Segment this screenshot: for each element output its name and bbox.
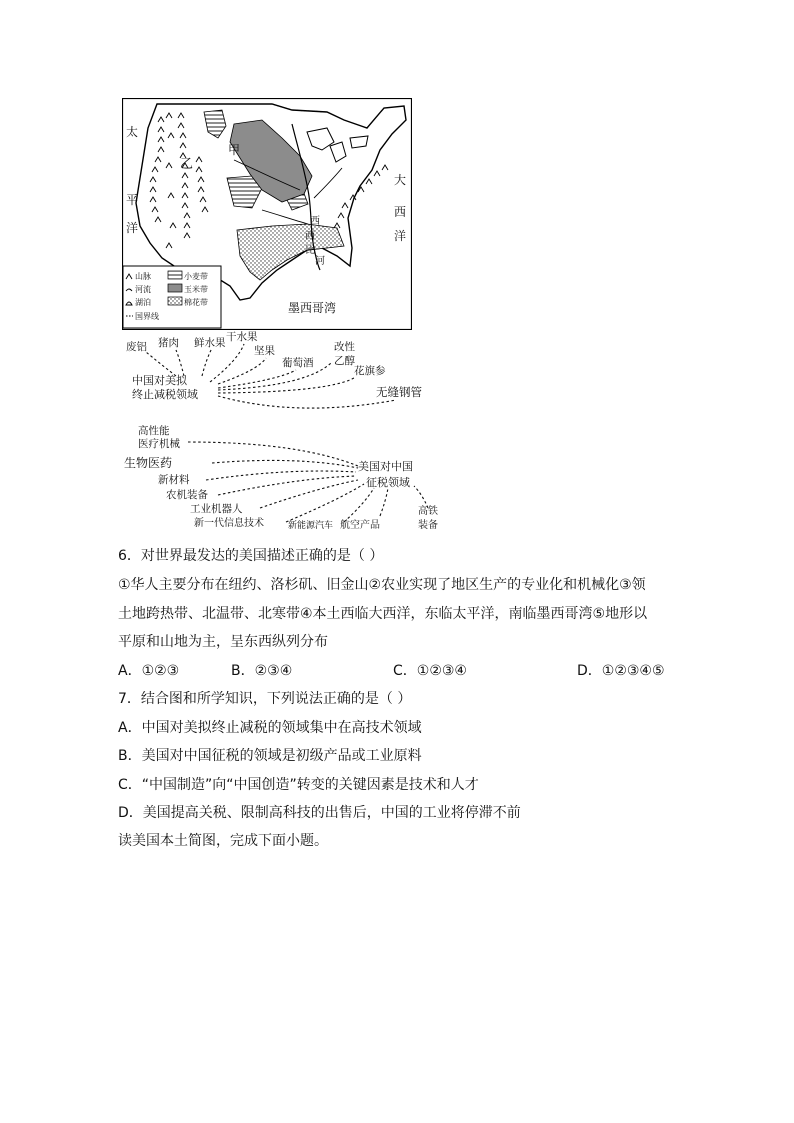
legend-wheat: 小麦带 — [184, 272, 208, 281]
d1-item-modified: 改性 — [334, 341, 355, 353]
d1-item-ethanol: 乙醇 — [334, 355, 355, 367]
d2-item-agri: 农机装备 — [166, 489, 208, 501]
d2-item-materials: 新材料 — [158, 474, 190, 486]
d2-item-perf: 高性能 — [138, 425, 170, 437]
d1-center-line1: 中国对美拟 — [132, 374, 187, 387]
label-atlantic-3: 洋 — [394, 229, 407, 243]
q7-option-d[interactable]: D．美国提高关税、限制高科技的出售后，中国的工业将停滞不前 — [118, 805, 521, 821]
us-map-figure — [122, 98, 412, 330]
d1-item-aluminum: 废铝 — [126, 341, 147, 353]
q6-statement-line3: 平原和山地为主，呈东西纵列分布 — [118, 634, 328, 650]
d1-item-ginseng: 花旗参 — [354, 365, 386, 377]
label-yi: 乙 — [180, 157, 194, 172]
label-jia: 甲 — [228, 143, 241, 157]
q6-option-c[interactable]: C．①②③④ — [393, 663, 467, 679]
trade-diagram — [118, 330, 448, 540]
legend-border: 国界线 — [135, 312, 159, 321]
label-pacific-3: 洋 — [126, 221, 139, 235]
q6-stem: 6．对世界最发达的美国描述正确的是（ ） — [118, 548, 384, 564]
d2-item-it: 新一代信息技术 — [194, 518, 264, 529]
d2-center-line2: 征税领域 — [366, 476, 410, 489]
q6-statement-line2: 土地跨热带、北温带、北寒带④本土西临大西洋，东临太平洋，南临墨西哥湾⑤地形以 — [118, 606, 648, 622]
q7-option-c[interactable]: C．“中国制造”向“中国创造”转变的关键因素是技术和人才 — [118, 777, 479, 793]
label-pacific-2: 平 — [126, 193, 139, 207]
legend-cotton: 棉花带 — [184, 298, 208, 307]
d1-item-wine: 葡萄酒 — [282, 357, 314, 369]
d1-item-fresh-fruit: 鲜水果 — [194, 337, 226, 349]
reading-instruction: 读美国本土简图，完成下面小题。 — [118, 833, 328, 849]
trade-diagram-svg — [118, 330, 448, 540]
d2-item-equip: 装备 — [418, 520, 438, 531]
d1-item-steel-pipe: 无缝钢管 — [376, 385, 422, 399]
q7-stem: 7．结合图和所学知识，下列说法正确的是（ ） — [118, 691, 412, 707]
q6-option-a[interactable]: A．①②③ — [118, 663, 180, 679]
q6-statement-line1: ①华人主要分布在纽约、洛杉矶、旧金山②农业实现了地区生产的专业化和机械化③领 — [118, 577, 646, 593]
q6-option-b[interactable]: B．②③④ — [231, 663, 293, 679]
label-pacific-1: 太 — [126, 125, 139, 139]
d1-item-dried-fruit: 干水果 — [226, 331, 258, 343]
d2-item-biomed: 生物医药 — [124, 456, 173, 470]
legend-river: 河流 — [135, 285, 151, 294]
d2-item-hsr: 高铁 — [418, 506, 438, 517]
label-river-3: 比 — [305, 245, 315, 256]
d1-item-pork: 猪肉 — [158, 337, 179, 349]
label-river-2: 西 — [305, 231, 315, 242]
q7-option-a[interactable]: A．中国对美拟终止减税的领域集中在高技术领域 — [118, 720, 422, 736]
legend-corn: 玉米带 — [184, 285, 208, 294]
label-atlantic-2: 西 — [394, 205, 407, 219]
legend-lake: 湖泊 — [135, 298, 151, 307]
label-river-1: 西 — [310, 216, 320, 227]
label-gulf: 墨西哥湾 — [288, 301, 337, 315]
d2-item-nev: 新能源汽车 — [288, 521, 334, 531]
d1-center-line2: 终止减税领域 — [132, 388, 198, 401]
d2-item-medical: 医疗机械 — [138, 438, 180, 450]
d2-item-robot: 工业机器人 — [190, 503, 243, 515]
d1-item-nuts: 坚果 — [254, 345, 275, 357]
d2-center-line1: 美国对中国 — [358, 460, 413, 473]
label-river-4: 河 — [315, 256, 325, 267]
q7-option-b[interactable]: B．美国对中国征税的领域是初级产品或工业原料 — [118, 748, 422, 764]
legend-mountain: 山脉 — [135, 272, 151, 281]
us-map — [122, 98, 412, 330]
d2-item-aero: 航空产品 — [340, 520, 380, 531]
map-legend — [123, 266, 221, 328]
q6-option-d[interactable]: D．①②③④⑤ — [577, 663, 665, 679]
label-atlantic-1: 大 — [394, 173, 407, 187]
